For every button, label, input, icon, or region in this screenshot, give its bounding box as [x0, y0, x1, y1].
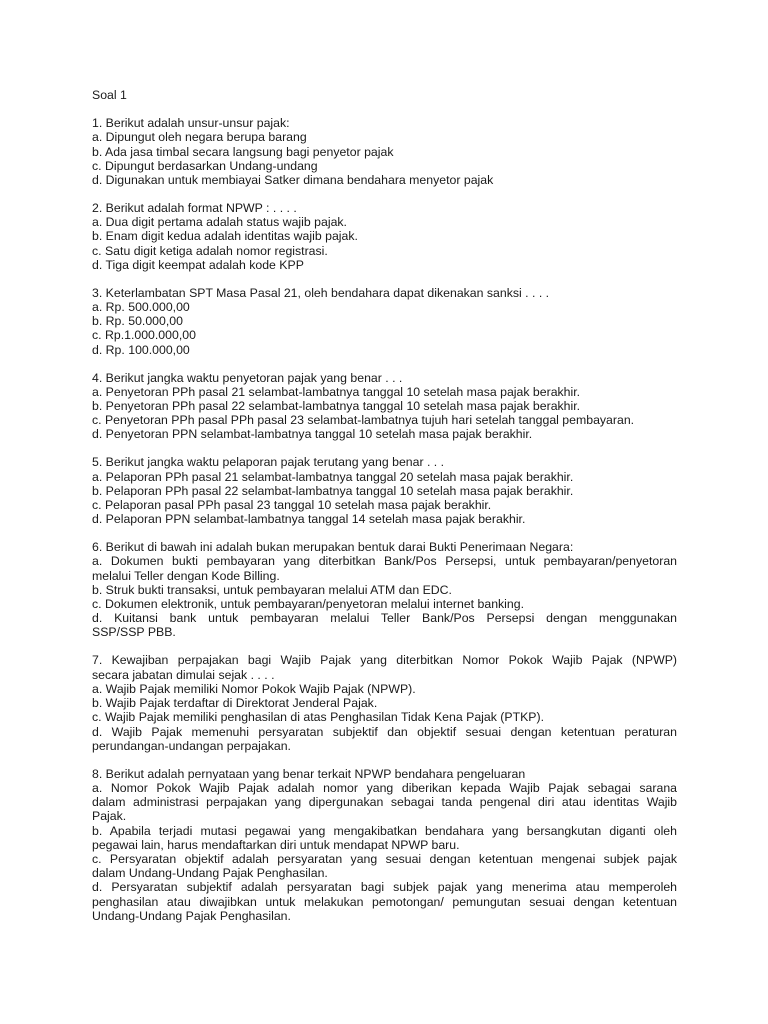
question-7-stem-line-2: secara jabatan dimulai sejak . . . .: [92, 667, 275, 682]
question-4-option-a: a. Penyetoran PPh pasal 21 selambat-lambatnya tanggal 10 setelah masa pajak berakhir.: [92, 384, 581, 399]
question-2-stem: 2. Berikut adalah format NPWP : . . . .: [92, 201, 297, 216]
question-4: [92, 371, 677, 442]
question-6-option-c: c. Dokumen elektronik, untuk pembayaran/penyetoran melalui internet banking.: [92, 597, 525, 612]
question-3-option-d: d. Rp. 100.000,00: [92, 342, 190, 357]
question-4-option-b: b. Penyetoran PPh pasal 22 selambat-lambatnya tanggal 10 setelah masa pajak berakhir.: [92, 399, 581, 414]
question-2-option-d: d. Tiga digit keempat adalah kode KPP: [92, 257, 304, 272]
question-3-stem: 3. Keterlambatan SPT Masa Pasal 21, oleh bendahara dapat dikenakan sanksi . . . .: [92, 285, 550, 300]
question-2-option-b: b. Enam digit kedua adalah identitas wajib pajak.: [92, 229, 358, 244]
question-2-option-a: a. Dua digit pertama adalah status wajib pajak.: [92, 215, 347, 230]
question-8-option-d-line-2: penghasilan atau diwajibkan untuk melakukan pemotongan/ pemungutan sesuai dengan ketentuan: [92, 894, 677, 909]
question-1: [92, 116, 677, 187]
question-8-option-c-line-2: dalam Undang-Undang Pajak Penghasilan.: [92, 866, 328, 881]
question-7: [92, 653, 677, 752]
question-4-stem: 4. Berikut jangka waktu penyetoran pajak yang benar . . .: [92, 370, 403, 385]
question-6-stem: 6. Berikut di bawah ini adalah bukan merupakan bentuk darai Bukti Penerimaan Negara:: [92, 540, 574, 555]
question-6-option-b: b. Struk bukti transaksi, untuk pembayaran melalui ATM dan EDC.: [92, 582, 452, 597]
question-8-option-d-line-3: Undang-Undang Pajak Penghasilan.: [92, 908, 291, 923]
question-5-option-d: d. Pelaporan PPN selambat-lambatnya tanggal 14 setelah masa pajak berakhir.: [92, 512, 526, 527]
question-8-option-a-line-3: Pajak.: [92, 809, 127, 824]
question-1-option-b: b. Ada jasa timbal secara langsung bagi penyetor pajak: [92, 144, 394, 159]
question-8-option-a-line-2: dalam administrasi perpajakan yang dipergunakan sebagai tanda pengenal diri atau identitas Wajib: [92, 795, 677, 810]
question-2: [92, 201, 677, 272]
question-3-option-c: c. Rp.1.000.000,00: [92, 328, 196, 343]
question-4-option-c: c. Penyetoran PPh pasal PPh pasal 23 selambat-lambatnya tujuh hari setelah tanggal pembayaran.: [92, 413, 635, 428]
question-8-option-b-line-2: pegawai lain, harus mendaftarkan diri untuk mendapat NPWP baru.: [92, 837, 460, 852]
question-7-option-d-line-2: perundangan-undangan perpajakan.: [92, 738, 291, 753]
question-3-option-b: b. Rp. 50.000,00: [92, 314, 183, 329]
question-7-stem-line-1: 7. Kewajiban perpajakan bagi Wajib Pajak yang diterbitkan Nomor Pokok Wajib Pajak (NPWP): [92, 653, 677, 668]
question-8-stem: 8. Berikut adalah pernyataan yang benar terkait NPWP bendahara pengeluaran: [92, 766, 526, 781]
question-6-option-a-line-1: a. Dokumen bukti pembayaran yang diterbitkan Bank/Pos Persepsi, untuk pembayaran/penyetoran: [92, 554, 677, 569]
question-5: [92, 455, 677, 526]
question-8-option-d-line-1: d. Persyaratan subjektif adalah persyaratan bagi subjek pajak yang menerima atau memperoleh: [92, 880, 677, 895]
question-8-option-a-line-1: a. Nomor Pokok Wajib Pajak adalah nomor yang diberikan kepada Wajib Pajak sebagai sarana: [92, 780, 677, 795]
question-5-option-b: b. Pelaporan PPh pasal 22 selambat-lambatnya tanggal 10 setelah masa pajak berakhir.: [92, 483, 574, 498]
question-3: [92, 286, 677, 357]
document-title: Soal 1: [92, 88, 127, 102]
question-6-option-d-line-1: d. Kuitansi bank untuk pembayaran melalui Teller Bank/Pos Persepsi dengan menggunakan: [92, 611, 677, 626]
question-8-option-c-line-1: c. Persyaratan objektif adalah persyaratan yang sesuai dengan ketentuan mengenai subjek pajak: [92, 851, 677, 866]
question-6-option-a-line-2: melalui Teller dengan Kode Billing.: [92, 568, 280, 583]
question-8-option-b-line-1: b. Apabila terjadi mutasi pegawai yang mengakibatkan bendahara yang bersangkutan diganti oleh: [92, 823, 677, 838]
question-5-stem: 5. Berikut jangka waktu pelaporan pajak terutang yang benar . . .: [92, 455, 445, 470]
question-1-option-a: a. Dipungut oleh negara berupa barang: [92, 130, 307, 145]
question-8: [92, 767, 677, 923]
question-7-option-c: c. Wajib Pajak memiliki penghasilan di atas Penghasilan Tidak Kena Pajak (PTKP).: [92, 710, 545, 725]
question-list: [92, 116, 677, 923]
question-5-option-c: c. Pelaporan pasal PPh pasal 23 tanggal 10 setelah masa pajak berakhir.: [92, 498, 492, 513]
question-6: [92, 540, 677, 639]
question-4-option-d: d. Penyetoran PPN selambat-lambatnya tanggal 10 setelah masa pajak berakhir.: [92, 427, 533, 442]
question-1-option-c: c. Dipungut berdasarkan Undang-undang: [92, 158, 318, 173]
question-3-option-a: a. Rp. 500.000,00: [92, 300, 190, 315]
document-page: [92, 88, 677, 937]
question-7-option-b: b. Wajib Pajak terdaftar di Direktorat Jenderal Pajak.: [92, 696, 378, 711]
question-5-option-a: a. Pelaporan PPh pasal 21 selambat-lambatnya tanggal 20 setelah masa pajak berakhir.: [92, 469, 574, 484]
question-6-option-d-line-2: SSP/SSP PBB.: [92, 625, 176, 640]
question-1-stem: 1. Berikut adalah unsur-unsur pajak:: [92, 116, 290, 131]
question-2-option-c: c. Satu digit ketiga adalah nomor registrasi.: [92, 243, 328, 258]
question-7-option-d-line-1: d. Wajib Pajak memenuhi persyaratan subjektif dan objektif sesuai dengan ketentuan peraturan: [92, 724, 677, 739]
question-7-option-a: a. Wajib Pajak memiliki Nomor Pokok Wajib Pajak (NPWP).: [92, 681, 416, 696]
question-1-option-d: d. Digunakan untuk membiayai Satker dimana bendahara menyetor pajak: [92, 173, 494, 188]
